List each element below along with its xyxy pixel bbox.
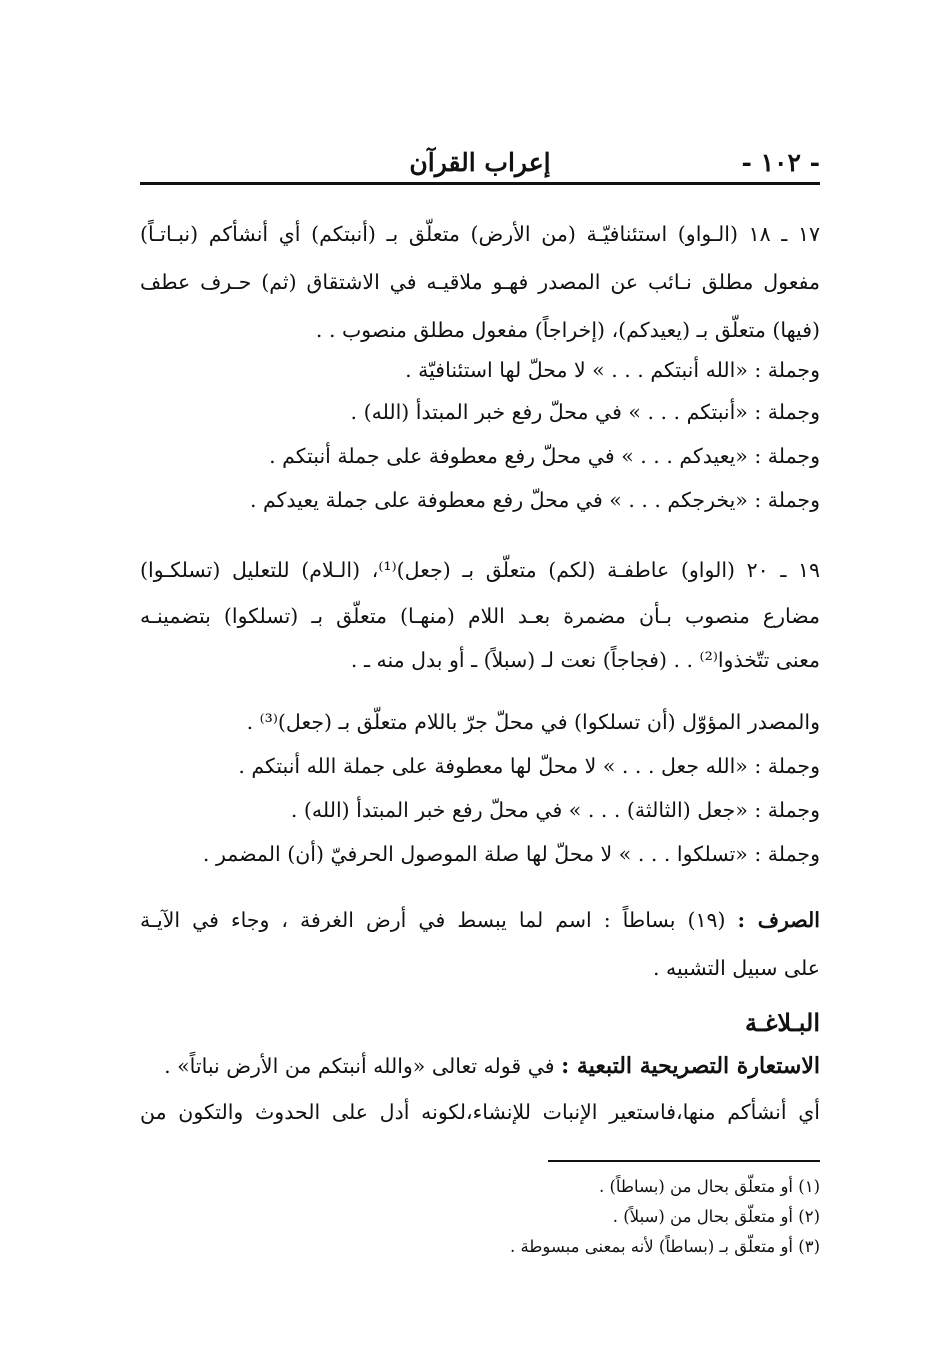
footnote: (٣) أو متعلّق بـ (بساطاً) لأنه بمعنى مبسوطة . [509,1237,820,1256]
sentence-line: وجملة : «يعيدكم . . . » في محلّ رفع معطوفة على جملة أنبتكم . [269,444,820,468]
sarf-line-2: على سبيل التشبيه . [652,956,820,980]
sentence-line: وجملة : «جعل (الثالثة) . . . » في محلّ رفع خبر المبتدأ (الله) . [290,798,820,822]
footnote: (٢) أو متعلّق بحال من (سبلاً) . [612,1207,820,1226]
page-number: - ١٠٢ - [741,148,820,177]
sentence-line: وجملة : «الله أنبتكم . . . » لا محلّ لها استئنافيّة . [405,358,820,382]
paragraph-line: معنى تتّخذوا⁽²⁾ . . (فجاجاً) نعت لـ (سبلاً) ـ أو بدل منه ـ . [350,648,820,672]
section-heading-balagha: البـلاغـة [744,1008,820,1037]
header-rule [140,182,820,185]
sentence-line: وجملة : «أنبتكم . . . » في محلّ رفع خبر المبتدأ (الله) . [350,400,820,424]
sentence-line: وجملة : «يخرجكم . . . » في محلّ رفع معطوفة على جملة يعيدكم . [249,488,820,512]
sarf-text: (١٩) بساطاً : اسم لما يبسط في أرض الغرفة ، وجاء في الآيـة [140,908,726,932]
balagha-line [164,1052,820,1080]
paragraph-line: مفعول مطلق نـائب عن المصدر فهـو ملاقيـه في الاشتقاق (ثم) حـرف عطف [140,270,820,294]
sentence-line: وجملة : «الله جعل . . . » لا محلّ لها معطوفة على جملة الله أنبتكم . [238,754,820,778]
paragraph-line: ١٧ ـ ١٨ (الـواو) استئنافيّـة (من الأرض) متعلّق بـ (أنبتكم) أي أنشأكم (نبـاتـاً) [140,222,820,246]
balagha-line-2: أي أنشأكم منها،فاستعير الإنبات للإنشاء،لكونه أدل على الحدوث والتكون من [140,1100,820,1124]
paragraph-line: ١٩ ـ ٢٠ (الواو) عاطفـة (لكم) متعلّق بـ (جعل)⁽¹⁾، (الـلام) للتعليل (تسلكـوا) [140,558,821,582]
sarf-label: الصرف : [737,908,820,932]
sentence-line: والمصدر المؤوّل (أن تسلكوا) في محلّ جرّ باللام متعلّق بـ (جعل)⁽³⁾ . [246,710,820,734]
sentence-line: وجملة : «تسلكوا . . . » لا محلّ لها صلة الموصول الحرفيّ (أن) المضمر . [202,842,820,866]
book-title: إعراب القرآن [409,148,551,177]
balagha-text: في قوله تعالى «والله أنبتكم من الأرض نباتاً» . [164,1054,555,1078]
footnote-rule [548,1160,820,1162]
page-header [140,148,820,182]
paragraph-line: مضارع منصوب بـأن مضمرة بعـد اللام (منهـا) متعلّق بـ (تسلكوا) بتضمينـه [140,604,820,628]
paragraph-line: (فيها) متعلّق بـ (يعيدكم)، (إخراجاً) مفعول مطلق منصوب . . [315,318,820,342]
balagha-term: الاستعارة التصريحية التبعية : [561,1053,820,1079]
footnote: (١) أو متعلّق بحال من (بساطاً) . [598,1177,820,1196]
sarf-line [140,906,820,934]
